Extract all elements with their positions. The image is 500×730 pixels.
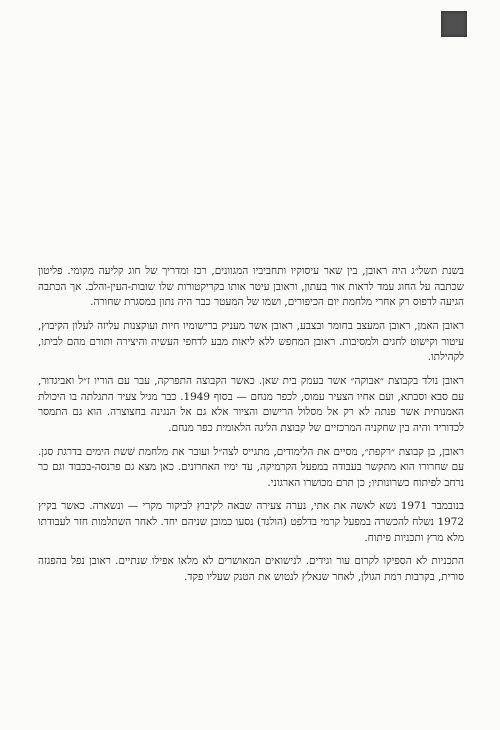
text-body	[38, 264, 464, 594]
paragraph: בשנת תשל״ג היה ראובן, בין שאר עיסוקיו ותחביביו המגוונים, רכז ומדריך של חוג קליעה מקומי. פליטון שכתבה על החוג עמד לראות אור בעתון, וראובן עיטר אותו בקריקטורות שלו שובות-העין-והלב. אך הכתבה הגיעה לדפוס רק אחרי מלחמת יום הכיפורים, ושמו של המעטר כבר היה נתון במסגרת שחורה.	[38, 265, 464, 309]
paragraph: התכניות לא הספיקו לקרום עור וגידים. לנישואים המאושרים לא מלאו אפילו שנתיים. ראובן נפל בהפגזה סורית, בקרבות רמת הגולן, לאחר שנאלץ לנטוש את הטנק שעליו פקד.	[38, 555, 464, 584]
paragraph: ראובן האמן, ראובן המעצב בחומר ובצבע, ראובן אשר מעניק ברישומיו חיות ועוקצנות עליזה לעלון הקיבוץ, עיטור וקישוט לחגים ולמסיבות. ראובן המחפש ללא ליאות מבע לדחפי העשיה והיצירה ותורם מהם לביתו, לקהילתו.	[38, 319, 464, 364]
page-corner-mark	[441, 11, 467, 37]
paragraph: ראובן נולד בקבוצת ״אבוקה״ אשר בעמק בית שאן. כאשר הקבוצה התפרקה, עבר עם הוריו ז״ל ואביגדור, עם סבא וסבתא, ועם אחיו הצעיר עמוס, לכפר מנחם — בסוף 1949. כבר מגיל צעיר התגלתה בו היכולת האמנותית אשר פנתה לא רק אל מסלול הרישום והציור אלא גם אל הנגינה בחצוצרה. הוא גם התמסר לכדוריד והיה בין שחקניה המרכזיים של קבוצת הליגה הלאומית כפר מנחם.	[38, 374, 464, 434]
paragraph: בנובמבר 1971 נשא לאשה את אתי, נערה צעירה שבאה לקיבוץ לביקור מקרי — ונשארה. כאשר בקיץ 1972 נשלח להכשרה במפעל קרמי בדלפט (הולנד) נסעו כמובן שניהם יחד. לאחר השתלמות חזר לעבודתו מלא מרץ ותכניות פיתוח.	[38, 500, 464, 544]
paragraph: ראובן, בן קבוצת ״רקפת״, מסיים את הלימודים, מתגייס לצה״ל ועובר את מלחמת שׁשת הימים בדרגת סגן. עם שחרורו הוא מתקשר בעבודה במפעל הקרמיקה, עד ימיו האחרונים. כאן מצא גם פרנסה-בכבוד וגם כר נרחב לפיתוח כשרונותיו; כן תרם מכושרו הארגוני.	[38, 445, 464, 489]
